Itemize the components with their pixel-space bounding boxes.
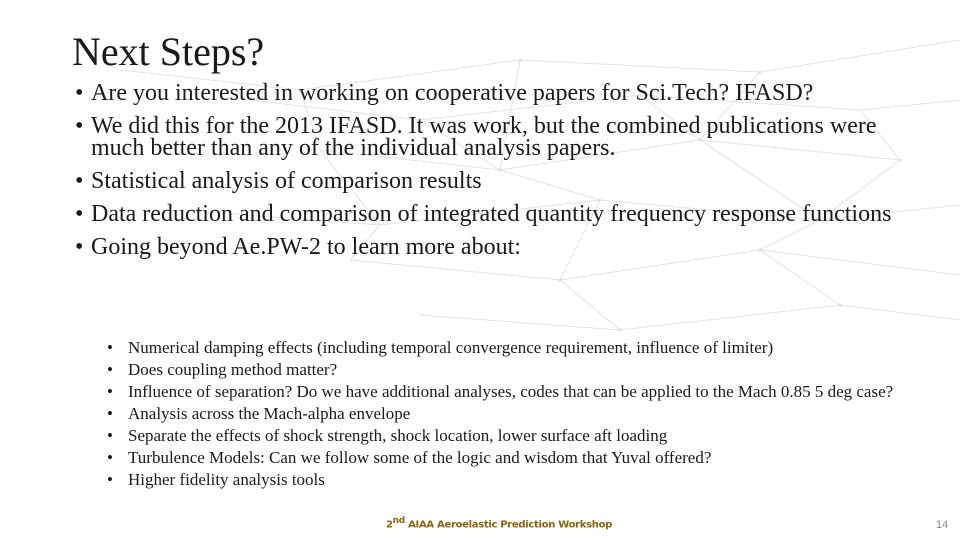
footer-ordinal-number: 2 (386, 519, 393, 531)
bullet-item: • Are you interested in working on cooperative papers for Sci.Tech? IFASD? (74, 82, 934, 104)
bullet-item: • Data reduction and comparison of integrated quantity frequency response functions (74, 203, 934, 225)
page-number: 14 (936, 519, 949, 531)
footer-workshop-name: AIAA Aeroelastic Prediction Workshop (404, 519, 613, 531)
sub-bullet-item: • Higher fidelity analysis tools (107, 472, 897, 488)
sub-bullet-item: • Influence of separation? Do we have additional analyses, codes that can be applied to the Mach 0.85 5 deg case? (107, 384, 897, 400)
bullet-item: • Statistical analysis of comparison results (74, 170, 934, 192)
main-bullet-list (74, 82, 934, 269)
sub-bullet-item: • Does coupling method matter? (107, 362, 897, 378)
sub-bullet-list (107, 340, 897, 494)
footer-workshop-title (386, 516, 612, 530)
bullet-item: • Going beyond Ae.PW-2 to learn more about: (74, 236, 934, 258)
bullet-item: • We did this for the 2013 IFASD. It was work, but the combined publications were much better than any of the individual analysis papers. (74, 115, 934, 159)
sub-bullet-item: • Analysis across the Mach-alpha envelope (107, 406, 897, 422)
sub-bullet-item: • Numerical damping effects (including temporal convergence requirement, influence of limiter) (107, 340, 897, 356)
sub-bullet-item: • Separate the effects of shock strength, shock location, lower surface aft loading (107, 428, 897, 444)
footer-ordinal-suffix: nd (392, 516, 405, 526)
sub-bullet-item: • Turbulence Models: Can we follow some of the logic and wisdom that Yuval offered? (107, 450, 897, 466)
slide-title: Next Steps? (72, 29, 265, 74)
